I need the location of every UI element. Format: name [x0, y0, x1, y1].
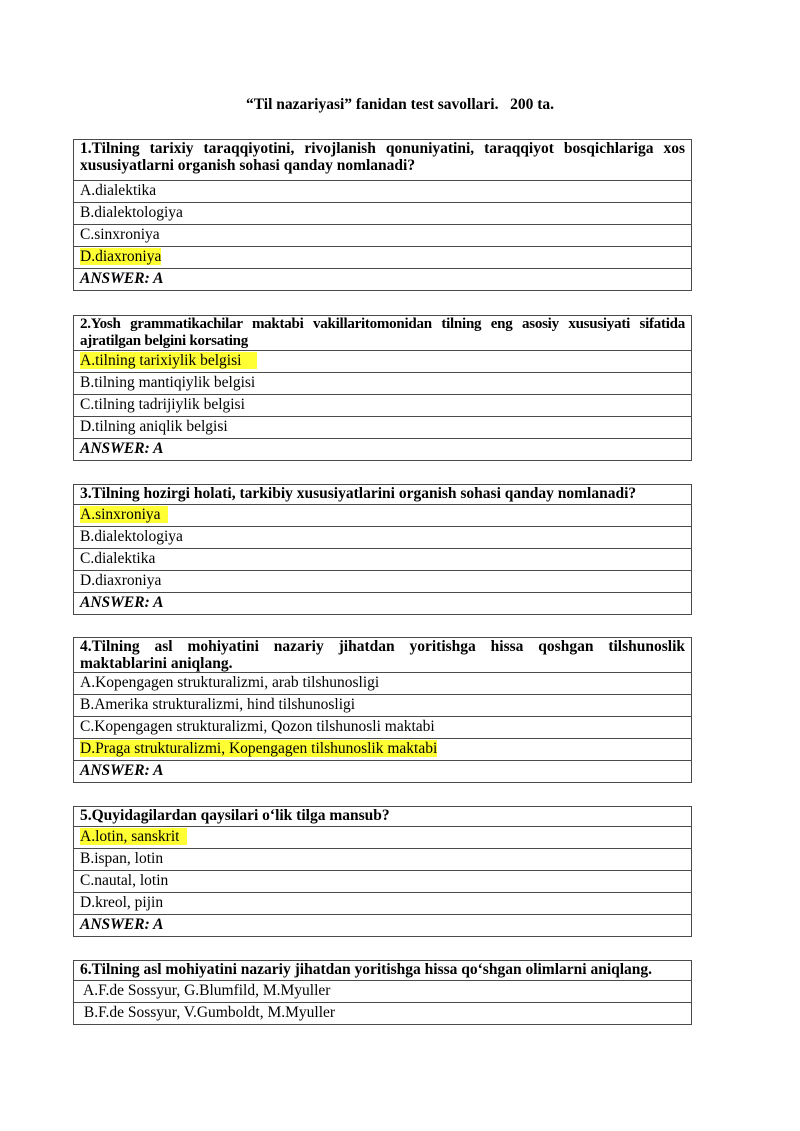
option-b: B.ispan, lotin: [74, 849, 692, 871]
option-d: D.tilning aniqlik belgisi: [74, 417, 692, 439]
option-b: B.F.de Sossyur, V.Gumboldt, M.Myuller: [74, 1003, 692, 1025]
question-text: 5.Quyidagilardan qaysilari o‘lik tilga mansub?: [74, 807, 692, 827]
question-block-4: [73, 637, 692, 783]
option-d: [74, 247, 692, 269]
question-block-2: [73, 315, 692, 461]
question-block-5: [73, 806, 692, 937]
option-b: B.dialektologiya: [74, 203, 692, 225]
option-b: B.tilning mantiqiylik belgisi: [74, 373, 692, 395]
option-d: D.diaxroniya: [74, 571, 692, 593]
highlighted-option: A.tilning tarixiylik belgisi: [80, 352, 242, 369]
question-text: 1.Tilning tarixiy taraqqiyotini, rivojlanish qonuniyatini, taraqqiyot bosqichlariga xos xususiyatlarni organish sohasi qanday nomlanadi?: [74, 140, 692, 181]
option-a: A.dialektika: [74, 181, 692, 203]
option-d: D.kreol, pijin: [74, 893, 692, 915]
option-c: C.sinxroniya: [74, 225, 692, 247]
question-block-6: [73, 960, 692, 1025]
option-a: [74, 505, 692, 527]
question-block-1: [73, 139, 692, 291]
answer-label: ANSWER: A: [74, 269, 692, 291]
highlighted-option: A.sinxroniya: [80, 506, 161, 523]
highlighted-option: A.lotin, sanskrit: [80, 828, 180, 845]
option-c: C.dialektika: [74, 549, 692, 571]
highlighted-option: D.diaxroniya: [80, 248, 162, 265]
answer-label: ANSWER: A: [74, 761, 692, 783]
highlighted-option: D.Praga strukturalizmi, Kopengagen tilshunoslik maktabi: [80, 740, 438, 757]
answer-label: ANSWER: A: [74, 439, 692, 461]
option-d: [74, 739, 692, 761]
question-text: 3.Tilning hozirgi holati, tarkibiy xususiyatlarini organish sohasi qanday nomlanadi?: [74, 485, 692, 505]
option-a: A.Kopengagen strukturalizmi, arab tilshunosligi: [74, 673, 692, 695]
page-title: “Til nazariyasi” fanidan test savollari. 200 ta.: [245, 96, 554, 113]
option-c: C.Kopengagen strukturalizmi, Qozon tilshunosli maktabi: [74, 717, 692, 739]
question-block-3: [73, 484, 692, 615]
option-a: A.F.de Sossyur, G.Blumfild, M.Myuller: [74, 981, 692, 1003]
option-b: B.Amerika strukturalizmi, hind tilshunosligi: [74, 695, 692, 717]
option-c: C.nautal, lotin: [74, 871, 692, 893]
question-text: 4.Tilning asl mohiyatini nazariy jihatdan yoritishga hissa qoshgan tilshunoslik maktablarini aniqlang.: [74, 638, 692, 673]
question-text: 6.Tilning asl mohiyatini nazariy jihatdan yoritishga hissa qo‘shgan olimlarni aniqlang.: [74, 961, 692, 981]
answer-label: ANSWER: A: [74, 915, 692, 937]
option-a: [74, 351, 692, 373]
answer-label: ANSWER: A: [74, 593, 692, 615]
question-text: 2.Yosh grammatikachilar maktabi vakillaritomonidan tilning eng asosiy xususiyati sifatida ajratilgan belgini korsating: [74, 316, 692, 351]
option-c: C.tilning tadrijiylik belgisi: [74, 395, 692, 417]
option-a: [74, 827, 692, 849]
option-b: B.dialektologiya: [74, 527, 692, 549]
